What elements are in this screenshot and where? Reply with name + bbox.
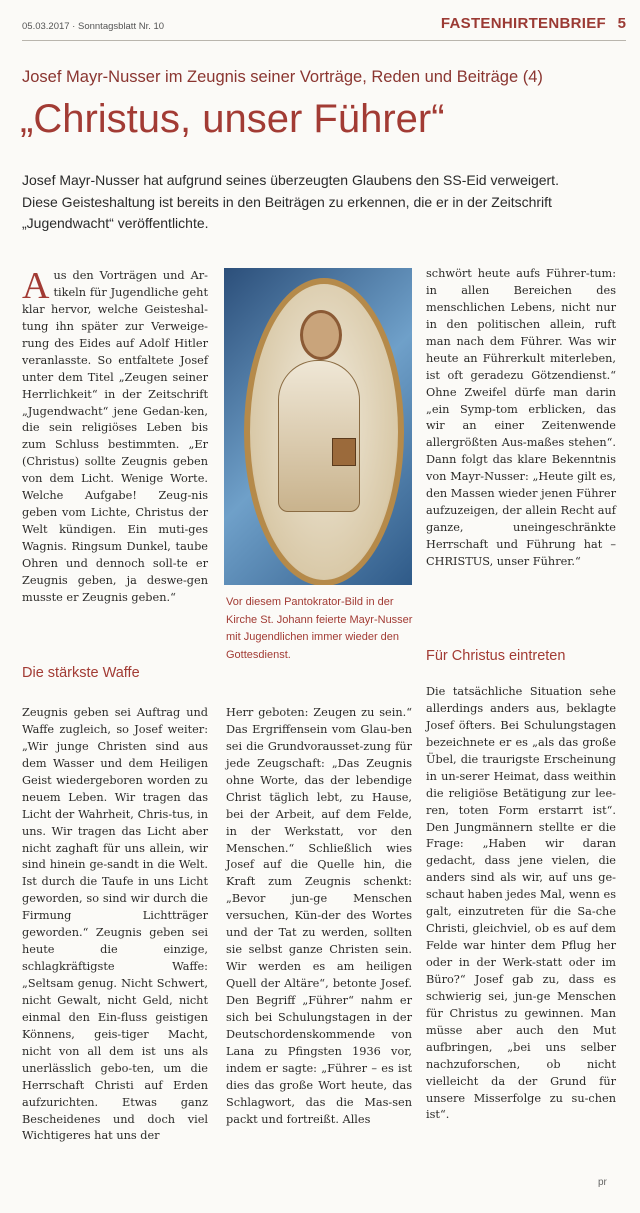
column-3-bottom [426, 684, 616, 1124]
column-1-top [22, 265, 208, 607]
column-1-top-text: us den Vorträgen und Ar-tikeln für Jugendliche geht klar hervor, welche Geisteshal-tung ihn später zur Verweige-rung des Eides auf Adolf Hitler veranlasste. So entfaltete Josef unter dem Titel „Zeugen seiner Herrlichkeit“ in der Zeitschrift „Jugendwacht“ jene Gedan-ken, die sein religiöses Leben bis zum Schluss bestimmten. „Er (Christus) sollte Zeugnis geben von dem Licht. Wenige Worte. Welche Aufgabe! Zeug-nis geben vom Lichte, Christus der Welt kündigen. Ein muti-ges Wagnis. Ringsum Dunkel, taube Ohren und dennoch soll-te er Zeugnis geben, ja deswe-gen musste er Zeugnis geben.“ [22, 269, 208, 604]
article-lead: Josef Mayr-Nusser hat aufgrund seines überzeugten Glaubens den SS-Eid verweigert. Diese Geisteshaltung ist bereits in den Beiträgen zu erkennen, die er in der Zeitschrift „Jugendwacht“ veröffentlichte. [22, 172, 559, 232]
subheading-staerkste-waffe: Die stärkste Waffe [22, 665, 140, 681]
section-title: FASTENHIRTENBRIEF [440, 15, 606, 32]
pantokrator-image [224, 268, 412, 585]
article-title: „Christus, unser Führer“ [20, 97, 445, 141]
column-3-top-text: schwört heute aufs Führer-tum: in allen Bereichen des menschlichen Lebens, nicht nur in den politischen allein, ruft man nach dem Führer. Was wir heute an Führerkult miterleben, ist oft geradezu Götzendienst.“ Ohne Zweifel dürfe man darin „ein Symp-tom erblicken, das wir an einer Zeitenwende allergrößten Aus-maßes stehen“. Dann folgt das klare Bekenntnis von Mayr-Nusser: „Heute gilt es, den Massen wieder jenen Führer aufzuzeigen, der allein Recht auf ganze, uneingeschränkte Herrschaft und Führung hat – CHRISTUS, unser Führer.“ [426, 267, 617, 568]
column-3-bottom-text: Die tatsächliche Situation sehe allerdings anders aus, beklagte Josef öfters. Bei Schulungstagen bezeichnete er es „als das große Übel, die traurigste Erscheinung in un-serer Heimat, dass weithin die religiöse Betätigung zur lee-ren, toten Form erstarrt ist“. Den Jungmännern stellte er die Frage: „Haben wir daran gedacht, dass jene vielen, die anders sind als wir, auf uns ge-schaut haben jedes Mal, wenn es galt, einzutreten für die Sa-che Christi, gleichviel, ob es auf dem Felde war hinter dem Pflug her oder in der Werk-statt oder im Büro?“ Josef gab zu, dass es schwierig sei, jun-ge Menschen für Christus zu gewinnen. Man müsse aber auch den Mut aufbringen, „bei uns selber nachzuforschen, ob nicht vielleicht da der Grund für unsere Misserfolge zu su-chen ist“. [426, 685, 616, 1122]
book-icon [332, 438, 356, 466]
issue-date: 05.03.2017 · Sonntagsblatt Nr. 10 [22, 21, 165, 32]
column-3-top [426, 266, 616, 571]
column-1-bottom [22, 705, 208, 1145]
drop-cap: A [22, 265, 50, 307]
christ-figure [278, 360, 360, 512]
image-caption: Vor diesem Pantokrator-Bild in der Kirche St. Johann feierte Mayr-Nusser mit Jugendlichen immer wieder den Gottesdienst. [226, 596, 413, 661]
column-2-bottom-text: Herr geboten: Zeugen zu sein.“ Das Ergriffensein vom Glau-ben sei die Grundvorausset-zung für jede Zeugschaft: „Das Zeugnis ohne Worte, das der lebendige Christ täglich lebt, zu Hause, bei der Arbeit, auf dem Felde, in der Werkstatt, vor den Menschen.“ Schließlich wies Josef auf die Quelle hin, die Kraft zum Zeugnis schenkt: „Bevor jun-ge Menschen versuchen, Kün-der des Wortes und der Tat zu werden, sollten sie selbst ganze Christen sein. Wir werden es am heiligen Quell der Altäre“, betonte Josef. Den Begriff „Führer“ nahm er sich bei Schulungstagen in der Deutschordenskommende von Lana zu Pfingsten 1936 vor, indem er sagte: „Führer – es ist dies das große Wort heute, das Schlagwort, das die Mas-sen packt und fortreißt. Alles [226, 706, 412, 1126]
column-1-bottom-text: Zeugnis geben sei Auftrag und Waffe zugleich, so Josef weiter: „Wir junge Christen sind aus dem Wasser und dem Heiligen Geist wiedergeboren worden zu neuem Leben. Wir tragen das Licht der Wahrheit, Chris-tus, in uns. Wir tragen das Licht aber nicht zaghaft für uns allein, wir sind hinein ge-sandt in die Welt. Ist durch die Taufe in uns Licht geworden, so sind wir durch die Firmung Lichtträger geworden.“ Zeugnis geben sei heute die einzige, schlagkräftigste Waffe: „Seltsam genug. Nicht Schwert, nicht Gewalt, nicht Geld, nicht einmal den Ein-fluss geistigen Könnens, geis-tiger Macht, nicht von all dem ist uns als unerlässlich gebo-ten, um die Herrschaft Christi auf Erden aufzurichten. Etwas ganz Bescheidenes und doch viel Wichtigeres hat uns der [22, 706, 208, 1143]
author-signoff: pr [598, 1177, 607, 1188]
page-number: 5 [617, 15, 626, 32]
column-2-bottom [226, 705, 412, 1128]
christ-head [300, 310, 342, 360]
header-divider [22, 40, 626, 41]
subheading-fuer-christus: Für Christus eintreten [426, 648, 566, 664]
article-overline: Josef Mayr-Nusser im Zeugnis seiner Vorträge, Reden und Beiträge (4) [22, 68, 543, 86]
